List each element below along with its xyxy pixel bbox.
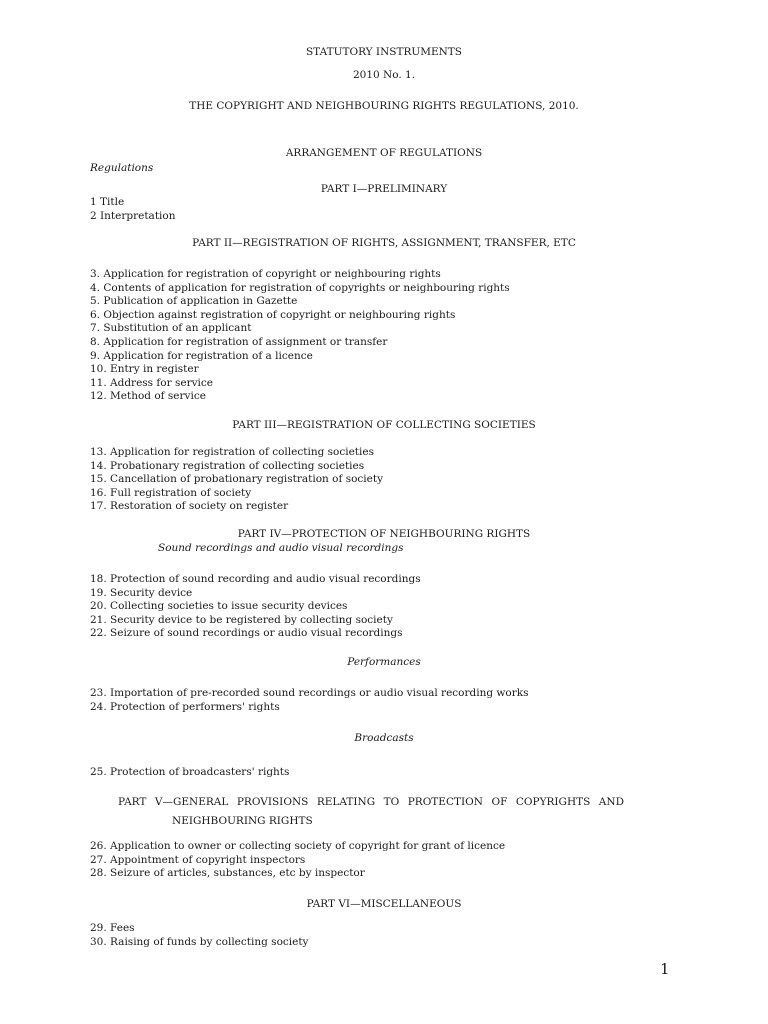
list-item: 8. Application for registration of assignment or transfer	[90, 335, 388, 348]
part-3-list	[90, 446, 383, 514]
list-item: 26. Application to owner or collecting society of copyright for grant of licence	[90, 840, 506, 852]
list-item: 18. Protection of sound recording and audio visual recordings	[90, 573, 421, 585]
list-item: 12. Method of service	[90, 390, 206, 403]
broadcasts-list	[90, 766, 289, 780]
regulations-label: Regulations	[90, 162, 154, 174]
performances-list	[90, 687, 529, 714]
list-item: 6. Objection against registration of copyright or neighbouring rights	[90, 308, 456, 321]
list-item: 1 Title	[90, 196, 125, 208]
list-item: 30. Raising of funds by collecting society	[90, 935, 309, 948]
part-1-list	[90, 196, 175, 223]
list-item: 22. Seizure of sound recordings or audio visual recordings	[90, 627, 403, 640]
list-item: 24. Protection of performers' rights	[90, 700, 280, 713]
list-item: 23. Importation of pre-recorded sound recordings or audio visual recording works	[90, 687, 529, 699]
list-item: 15. Cancellation of probationary registration of society	[90, 473, 384, 486]
list-item: 27. Appointment of copyright inspectors	[90, 853, 306, 866]
part-6-heading: PART VI—MISCELLANEOUS	[306, 898, 462, 910]
page-number: 1	[660, 960, 670, 978]
list-item: 13. Application for registration of collecting societies	[90, 446, 374, 458]
list-item: 25. Protection of broadcasters' rights	[90, 766, 290, 778]
list-item: 2 Interpretation	[90, 209, 176, 222]
part-1-heading: PART I—PRELIMINARY	[320, 183, 448, 195]
list-item: 5. Publication of application in Gazette	[90, 295, 298, 308]
list-item: 11. Address for service	[90, 376, 213, 389]
broadcasts-heading: Broadcasts	[354, 732, 414, 744]
part-5-heading-line-1: PART V—GENERAL PROVISIONS RELATING TO PROTECTION OF COPYRIGHTS AND	[118, 796, 624, 808]
part-4-subheading: Sound recordings and audio visual recordings	[158, 542, 404, 554]
list-item: 19. Security device	[90, 586, 193, 599]
instrument-number: 2010 No. 1.	[352, 69, 416, 81]
part-6-list	[90, 922, 309, 949]
list-item: 16. Full registration of society	[90, 486, 252, 499]
part-4-list	[90, 573, 421, 641]
list-item: 4. Contents of application for registration of copyrights or neighbouring rights	[90, 281, 510, 294]
list-item: 14. Probationary registration of collecting societies	[90, 459, 365, 472]
list-item: 9. Application for registration of a licence	[90, 349, 313, 362]
regulation-title: THE COPYRIGHT AND NEIGHBOURING RIGHTS REGULATIONS, 2010.	[189, 100, 579, 112]
part-4-heading: PART IV—PROTECTION OF NEIGHBOURING RIGHTS	[237, 528, 531, 540]
part-5-list	[90, 840, 505, 881]
part-3-heading: PART III—REGISTRATION OF COLLECTING SOCIETIES	[232, 419, 536, 431]
list-item: 29. Fees	[90, 922, 135, 934]
part-2-list	[90, 268, 510, 404]
part-5-heading-line-2: NEIGHBOURING RIGHTS	[172, 815, 313, 827]
list-item: 3. Application for registration of copyright or neighbouring rights	[90, 268, 441, 280]
list-item: 17. Restoration of society on register	[90, 500, 289, 513]
list-item: 28. Seizure of articles, substances, etc by inspector	[90, 867, 365, 880]
list-item: 20. Collecting societies to issue security devices	[90, 600, 348, 613]
list-item: 21. Security device to be registered by collecting society	[90, 613, 393, 626]
document-title: STATUTORY INSTRUMENTS	[305, 46, 463, 58]
part-2-heading: PART II—REGISTRATION OF RIGHTS, ASSIGNMENT, TRANSFER, ETC	[192, 237, 576, 249]
performances-heading: Performances	[347, 656, 421, 668]
list-item: 7. Substitution of an applicant	[90, 322, 252, 335]
arrangement-heading: ARRANGEMENT OF REGULATIONS	[285, 147, 483, 159]
list-item: 10. Entry in register	[90, 363, 199, 376]
